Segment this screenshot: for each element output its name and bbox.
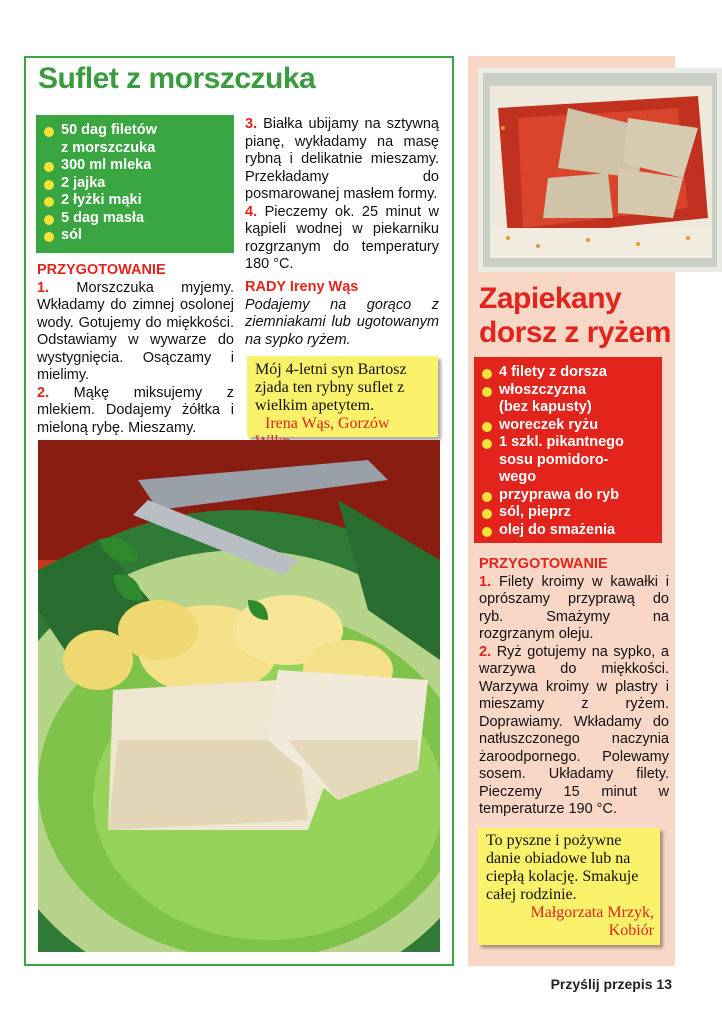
bullet-icon xyxy=(482,369,492,379)
note-author: Irena Wąs, Gorzów xyxy=(265,415,390,432)
recipe-title: Suflet z morszczuka xyxy=(38,62,316,95)
ingredient-item: przyprawa do ryb xyxy=(480,487,658,505)
ingredient-item: 50 dag filetów z morszczuka xyxy=(42,122,228,157)
tips-block xyxy=(245,279,439,349)
ingredient-item: 4 filety z dorsza xyxy=(480,364,658,382)
step-1: 1. Filety kroimy w kawałki i oprószamy przyprawą do ryb. Smażymy na rozgrzanym oleju. xyxy=(479,573,670,642)
ingredients-box-2 xyxy=(474,357,662,543)
ingredients-box xyxy=(36,115,234,253)
ingredient-item: sól xyxy=(42,227,228,245)
bullet-icon xyxy=(44,215,54,225)
step-1: 1. Morszczuka myjemy. Wkładamy do zimnej osolonej wody. Gotujemy do miękkości. Odstawiamy w wywarze do wystygnięcia. Osączamy i mielimy. xyxy=(37,279,234,383)
preparation-heading: PRZYGOTOWANIE xyxy=(479,556,608,572)
page-footer: Przyślij przepis 13 xyxy=(550,976,672,992)
souffle-photo xyxy=(38,440,440,952)
reader-note xyxy=(247,356,438,437)
recipe-title-2: Zapiekany dorsz z ryżem xyxy=(479,282,671,349)
step-2: 2. Mąkę miksujemy z mlekiem. Dodajemy żółtka i mieloną rybę. Mieszamy. xyxy=(37,384,234,436)
bullet-icon xyxy=(482,527,492,537)
ingredient-item: 2 jajka xyxy=(42,175,228,193)
step-4: 4. Pieczemy ok. 25 minut w kąpieli wodnej w piekarniku rozgrzanym do temperatury 180 °C. xyxy=(245,203,439,272)
bullet-icon xyxy=(482,509,492,519)
ingredient-item: 300 ml mleka xyxy=(42,157,228,175)
bullet-icon xyxy=(482,492,492,502)
step-3: 3. Białka ubijamy na sztywną pianę, wykładamy na masę rybną i delikatnie mieszamy. Przekładamy do posmarowanej masłem formy. xyxy=(245,116,439,202)
ingredient-item: olej do smażenia xyxy=(480,522,658,540)
ingredient-item: włoszczyzna (bez kapusty) xyxy=(480,382,658,417)
reader-note-2 xyxy=(478,828,660,945)
tips-text: Podajemy na gorąco z ziemniakami lub ugotowanym na sypko ryżem. xyxy=(245,296,439,348)
ingredient-item: sól, pieprz xyxy=(480,504,658,522)
bullet-icon xyxy=(44,162,54,172)
bullet-icon xyxy=(482,422,492,432)
bullet-icon xyxy=(44,127,54,137)
ingredient-item: 5 dag masła xyxy=(42,210,228,228)
baked-cod-photo xyxy=(478,68,722,272)
step-2: 2. Ryż gotujemy na sypko, a warzywa do miękkości. Warzywa kroimy w plastry i mieszamy z ryżem. Doprawiamy. Wkładamy do natłuszczonego naczynia żaroodpornego. Polewamy sosem. Układamy filety. Pieczemy 15 minut w temperaturze 190 °C. xyxy=(479,643,669,817)
bullet-icon xyxy=(44,197,54,207)
ingredient-item: woreczek ryżu xyxy=(480,417,658,435)
ingredient-item: 1 szkl. pikantnego sosu pomidoro- wego xyxy=(480,434,658,487)
preparation-column-1 xyxy=(37,262,234,437)
preparation-column-2 xyxy=(245,116,439,274)
note-author: Małgorzata Mrzyk, Kobiór xyxy=(530,904,654,939)
preparation-column-3 xyxy=(479,556,669,819)
bullet-icon xyxy=(44,180,54,190)
bullet-icon xyxy=(482,439,492,449)
bullet-icon xyxy=(482,387,492,397)
preparation-heading: PRZYGOTOWANIE xyxy=(37,262,166,278)
note-text: Mój 4-letni syn Bartosz zjada ten rybny suflet z wielkim apetytem. xyxy=(255,361,407,414)
tips-heading: RADY Ireny Wąs xyxy=(245,279,359,295)
ingredient-item: 2 łyżki mąki xyxy=(42,192,228,210)
note-text: To pyszne i pożywne danie obiadowe lub na ciepłą kolację. Smakuje całej rodzinie. xyxy=(486,832,639,903)
bullet-icon xyxy=(44,232,54,242)
